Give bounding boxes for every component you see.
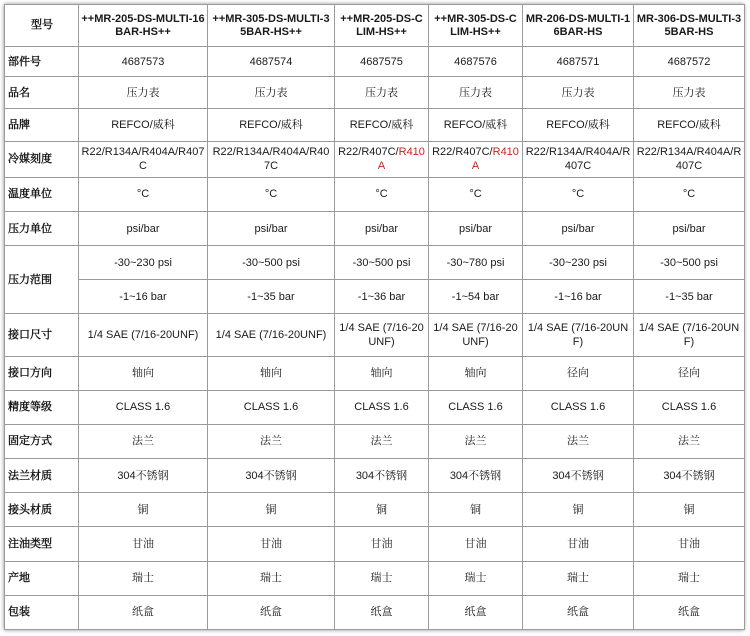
refrigerant-text: R22/R134A/R404A/R407C [81,146,205,173]
rowb0-cell-3: °C [335,177,429,211]
rowc8-cell-3: 纸盒 [335,595,429,629]
rowc3-cell-3: 法兰 [335,424,429,458]
row1-cell-4: 压力表 [429,77,523,109]
table-row [5,561,745,595]
pressure-psi-cell-2: -30~500 psi [208,246,335,280]
pressure-bar-cell-5: -1~16 bar [523,280,634,314]
row0-cell-5: 4687571 [523,47,634,77]
rowb1-cell-1: psi/bar [79,211,208,245]
rowc7-cell-3: 瑞士 [335,561,429,595]
rowc1-cell-3: 轴向 [335,356,429,390]
row2-cell-2: REFCO/威科 [208,109,335,141]
rowc0-cell-2: 1/4 SAE (7/16-20UNF) [208,314,335,356]
row0-cell-1: 4687573 [79,47,208,77]
pressure-bar-cell-6: -1~35 bar [634,280,745,314]
row-label-model: 型号 [5,5,79,47]
table-row [5,77,745,109]
table-row [5,356,745,390]
refrigerant-highlight: R410A [377,146,425,173]
rowc5-cell-5: 铜 [523,493,634,527]
rowc0-cell-3: 1/4 SAE (7/16-20UNF) [335,314,429,356]
row2-cell-6: REFCO/威科 [634,109,745,141]
rowc0-cell-1: 1/4 SAE (7/16-20UNF) [79,314,208,356]
rowc4-cell-6: 304不锈钢 [634,459,745,493]
rowc7-cell-1: 瑞士 [79,561,208,595]
row-label-rowc3: 固定方式 [5,424,79,458]
rowc0-cell-4: 1/4 SAE (7/16-20UNF) [429,314,523,356]
row1-cell-6: 压力表 [634,77,745,109]
row-label-rowc2: 精度等级 [5,390,79,424]
model-cell-5: MR-206-DS-MULTI-16BAR-HS [523,5,634,47]
rowc3-cell-4: 法兰 [429,424,523,458]
table-row [5,424,745,458]
pressure-psi-cell-4: -30~780 psi [429,246,523,280]
row0-cell-6: 4687572 [634,47,745,77]
rowc2-cell-4: CLASS 1.6 [429,390,523,424]
row2-cell-3: REFCO/威科 [335,109,429,141]
rowc1-cell-5: 径向 [523,356,634,390]
table-row [5,211,745,245]
table-row [5,177,745,211]
pressure-bar-cell-1: -1~16 bar [79,280,208,314]
rowc8-cell-5: 纸盒 [523,595,634,629]
rowc3-cell-1: 法兰 [79,424,208,458]
refrigerant-text: R22/R407C/ [432,146,493,159]
rowc5-cell-3: 铜 [335,493,429,527]
rowc8-cell-4: 纸盒 [429,595,523,629]
rowc0-cell-5: 1/4 SAE (7/16-20UNF) [523,314,634,356]
rowb0-cell-6: °C [634,177,745,211]
model-cell-3: ++MR-205-DS-CLIM-HS++ [335,5,429,47]
table-row [5,5,745,47]
rowc5-cell-4: 铜 [429,493,523,527]
table-row [5,246,745,280]
row0-cell-4: 4687576 [429,47,523,77]
rowc2-cell-5: CLASS 1.6 [523,390,634,424]
row-label-pressure-range: 压力范围 [5,246,79,314]
rowc5-cell-2: 铜 [208,493,335,527]
row2-cell-1: REFCO/威科 [79,109,208,141]
rowc6-cell-6: 甘油 [634,527,745,561]
rowc8-cell-2: 纸盒 [208,595,335,629]
row1-cell-5: 压力表 [523,77,634,109]
row0-cell-3: 4687575 [335,47,429,77]
pressure-psi-cell-6: -30~500 psi [634,246,745,280]
refrigerant-text: R22/R134A/R404A/R407C [212,146,330,173]
rowc8-cell-1: 纸盒 [79,595,208,629]
rowc8-cell-6: 纸盒 [634,595,745,629]
table-row [5,595,745,629]
row-label-rowc5: 接头材质 [5,493,79,527]
rowc6-cell-3: 甘油 [335,527,429,561]
rowc3-cell-6: 法兰 [634,424,745,458]
row-label-refrigerant: 冷媒刻度 [5,141,79,177]
row-label-row1: 品名 [5,77,79,109]
rowb1-cell-4: psi/bar [429,211,523,245]
row1-cell-3: 压力表 [335,77,429,109]
table-row [5,47,745,77]
row-label-rowc8: 包装 [5,595,79,629]
row-label-row0: 部件号 [5,47,79,77]
row-label-rowc4: 法兰材质 [5,459,79,493]
rowb0-cell-2: °C [208,177,335,211]
row2-cell-4: REFCO/威科 [429,109,523,141]
refrigerant-cell-1 [79,141,208,177]
table-row [5,109,745,141]
spec-table [4,4,745,630]
rowc6-cell-4: 甘油 [429,527,523,561]
row0-cell-2: 4687574 [208,47,335,77]
rowc5-cell-1: 铜 [79,493,208,527]
row1-cell-1: 压力表 [79,77,208,109]
rowb0-cell-1: °C [79,177,208,211]
rowc4-cell-4: 304不锈钢 [429,459,523,493]
rowc1-cell-4: 轴向 [429,356,523,390]
table-row [5,459,745,493]
pressure-bar-cell-3: -1~36 bar [335,280,429,314]
rowc4-cell-3: 304不锈钢 [335,459,429,493]
rowb0-cell-5: °C [523,177,634,211]
refrigerant-cell-5 [523,141,634,177]
refrigerant-text: R22/R407C/ [338,146,399,159]
table-row [5,314,745,356]
pressure-bar-cell-2: -1~35 bar [208,280,335,314]
spec-table-frame [4,4,744,630]
rowc7-cell-2: 瑞士 [208,561,335,595]
rowc6-cell-2: 甘油 [208,527,335,561]
refrigerant-cell-6 [634,141,745,177]
row-label-rowb1: 压力单位 [5,211,79,245]
rowc6-cell-5: 甘油 [523,527,634,561]
refrigerant-text: R22/R134A/R404A/R407C [525,146,631,173]
table-row [5,280,745,314]
pressure-bar-cell-4: -1~54 bar [429,280,523,314]
rowb1-cell-6: psi/bar [634,211,745,245]
rowc2-cell-1: CLASS 1.6 [79,390,208,424]
refrigerant-cell-3 [335,141,429,177]
rowc4-cell-1: 304不锈钢 [79,459,208,493]
row-label-rowc6: 注油类型 [5,527,79,561]
model-cell-6: MR-306-DS-MULTI-35BAR-HS [634,5,745,47]
refrigerant-highlight: R410A [471,146,519,173]
rowc1-cell-2: 轴向 [208,356,335,390]
rowc7-cell-6: 瑞士 [634,561,745,595]
refrigerant-text: R22/R134A/R404A/R407C [636,146,742,173]
rowc1-cell-1: 轴向 [79,356,208,390]
rowb1-cell-2: psi/bar [208,211,335,245]
row-label-rowb0: 温度单位 [5,177,79,211]
rowc5-cell-6: 铜 [634,493,745,527]
rowb1-cell-3: psi/bar [335,211,429,245]
refrigerant-cell-4 [429,141,523,177]
rowc6-cell-1: 甘油 [79,527,208,561]
row-label-rowc1: 接口方向 [5,356,79,390]
row-label-rowc0: 接口尺寸 [5,314,79,356]
rowc7-cell-5: 瑞士 [523,561,634,595]
table-row [5,527,745,561]
model-cell-2: ++MR-305-DS-MULTI-35BAR-HS++ [208,5,335,47]
rowc2-cell-3: CLASS 1.6 [335,390,429,424]
pressure-psi-cell-1: -30~230 psi [79,246,208,280]
table-row [5,390,745,424]
pressure-psi-cell-5: -30~230 psi [523,246,634,280]
rowc2-cell-6: CLASS 1.6 [634,390,745,424]
pressure-psi-cell-3: -30~500 psi [335,246,429,280]
rowc4-cell-5: 304不锈钢 [523,459,634,493]
rowb0-cell-4: °C [429,177,523,211]
rowc3-cell-5: 法兰 [523,424,634,458]
rowc7-cell-4: 瑞士 [429,561,523,595]
row1-cell-2: 压力表 [208,77,335,109]
model-cell-4: ++MR-305-DS-CLIM-HS++ [429,5,523,47]
rowc2-cell-2: CLASS 1.6 [208,390,335,424]
refrigerant-cell-2 [208,141,335,177]
row2-cell-5: REFCO/威科 [523,109,634,141]
row-label-rowc7: 产地 [5,561,79,595]
rowc3-cell-2: 法兰 [208,424,335,458]
rowc4-cell-2: 304不锈钢 [208,459,335,493]
rowc1-cell-6: 径向 [634,356,745,390]
rowc0-cell-6: 1/4 SAE (7/16-20UNF) [634,314,745,356]
rowb1-cell-5: psi/bar [523,211,634,245]
table-row [5,141,745,177]
row-label-row2: 品牌 [5,109,79,141]
model-cell-1: ++MR-205-DS-MULTI-16BAR-HS++ [79,5,208,47]
table-row [5,493,745,527]
